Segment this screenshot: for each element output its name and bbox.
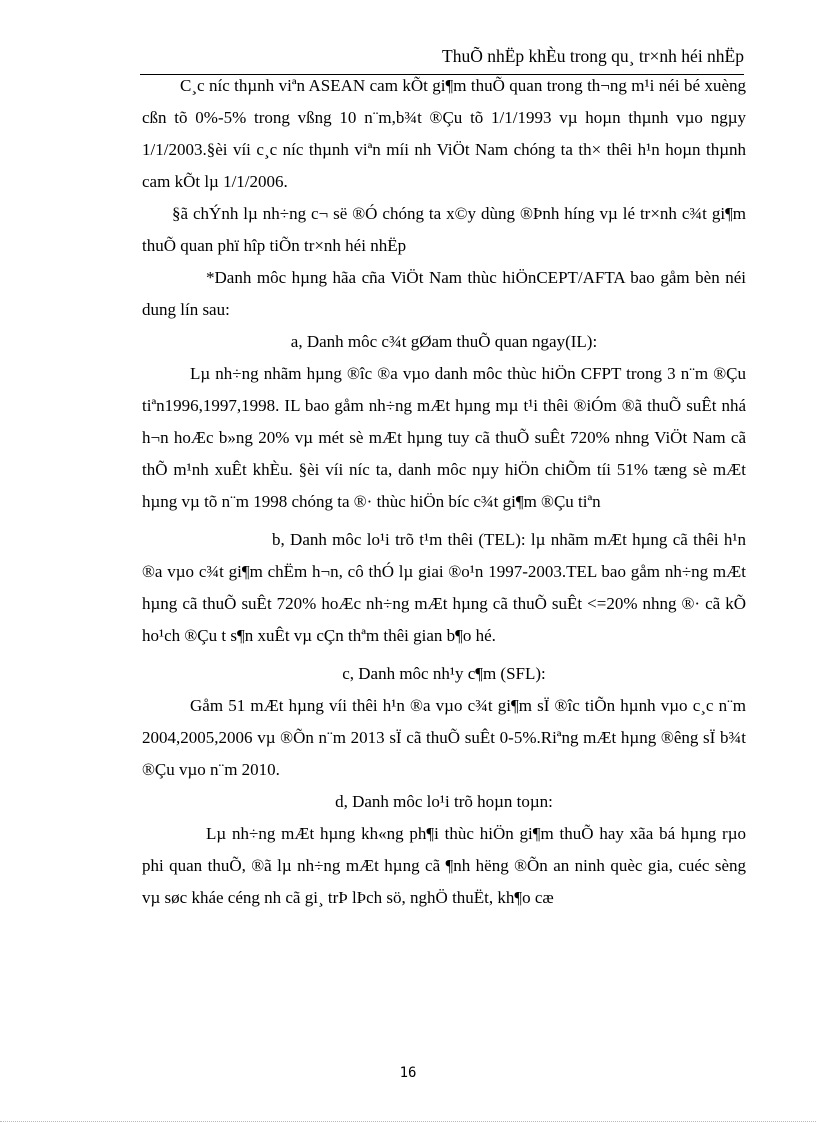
running-header: ThuÕ nhËp khÈu trong qu¸ tr×nh héi nhËp [442,46,744,66]
paragraph-sfl: Gåm 51 mÆt hµng víi thêi h¹n ®a vµo c¾t gi¶m sÏ ®îc tiÕn hµnh vµo c¸c n¨m 2004,2005,2006 vµ ®Õn n¨m 2013 sÏ cã thuÕ suÊt 0-5%.Riªng mÆt hµng ®êng sÏ b¾t ®Çu vµo n¨m 2010. [142,696,746,779]
paragraph-il: Lµ nh÷ng nhãm hµng ®îc ®a vµo danh môc thùc hiÖn CFPT trong 3 n¨m ®Çu tiªn1996,1997,1998. IL bao gåm nh÷ng mÆt hµng mµ t¹i thêi ®iÓm ®ã thuÕ suÊt nhá h¬n hoÆc b»ng 20% vµ mét sè mÆt hµng tuy cã thuÕ suÊt 720% nhng ViÖt Nam cã thÕ m¹nh xuÊt khÈu. §èi víi níc ta, danh môc nµy hiÖn chiÕm tíi 51% tæng sè mÆt hµng vµ tõ n¨m 1998 chóng ta ®· thùc hiÖn bíc c¾t gi¶m ®Çu tiªn [142,364,746,511]
page-body [142,70,746,914]
paragraph-tel: b, Danh môc lo¹i trõ t¹m thêi (TEL): lµ nhãm mÆt hµng cã thêi h¹n ®a vµo c¾t gi¶m chËm h¬n, cô thÓ lµ giai ®o¹n 1997-2003.TEL bao gåm nh÷ng mÆt hµng cã thuÕ suÊt 720% hoÆc nh÷ng mÆt hµng cã thuÕ suÊt <=20% nhng ®· cã kÕ ho¹ch ®Çu t s¶n xuÊt vµ cÇn thªm thêi gian b¶o hé. [142,530,746,645]
page-edge [0,1121,816,1122]
paragraph-list-intro: *Danh môc hµng hãa cña ViÖt Nam thùc hiÖnCEPT/AFTA bao gåm bèn néi dung lín sau: [142,268,746,319]
page-number: 16 [399,1065,417,1081]
paragraph-asean-commitment: C¸c níc thµnh viªn ASEAN cam kÕt gi¶m thuÕ quan trong th¬ng m¹i néi bé xuèng cßn tõ 0%-5% trong vßng 10 n¨m,b¾t ®Çu tõ 1/1/1993 vµ hoµn thµnh vµo ngµy 1/1/2003.§èi víi c¸c níc thµnh viªn míi nh ViÖt Nam chóng ta th× thêi h¹n hoµn thµnh cam kÕt lµ 1/1/2006. [142,76,746,191]
paragraph-exclusion: Lµ nh÷ng mÆt hµng kh«ng ph¶i thùc hiÖn gi¶m thuÕ hay xãa bá hµng rµo phi quan thuÕ, ®ã lµ nh÷ng mÆt hµng cã ¶nh hëng ®Õn an ninh quèc gia, cuéc sèng vµ søc kháe céng nh cã gi¸ trÞ lÞch sö, nghÖ thuËt, kh¶o cæ [142,824,746,907]
paragraph-basis: §ã chÝnh lµ nh÷ng c¬ së ®Ó chóng ta x©y dùng ®Þnh híng vµ lé tr×nh c¾t gi¶m thuÕ quan phï hîp tiÕn tr×nh héi nhËp [142,204,746,255]
heading-il: a, Danh môc c¾t gØam thuÕ quan ngay(IL): [290,332,598,351]
heading-sfl: c, Danh môc nh¹y c¶m (SFL): [342,664,546,683]
heading-exclusion: d, Danh môc lo¹i trõ hoµn toµn: [335,792,553,811]
